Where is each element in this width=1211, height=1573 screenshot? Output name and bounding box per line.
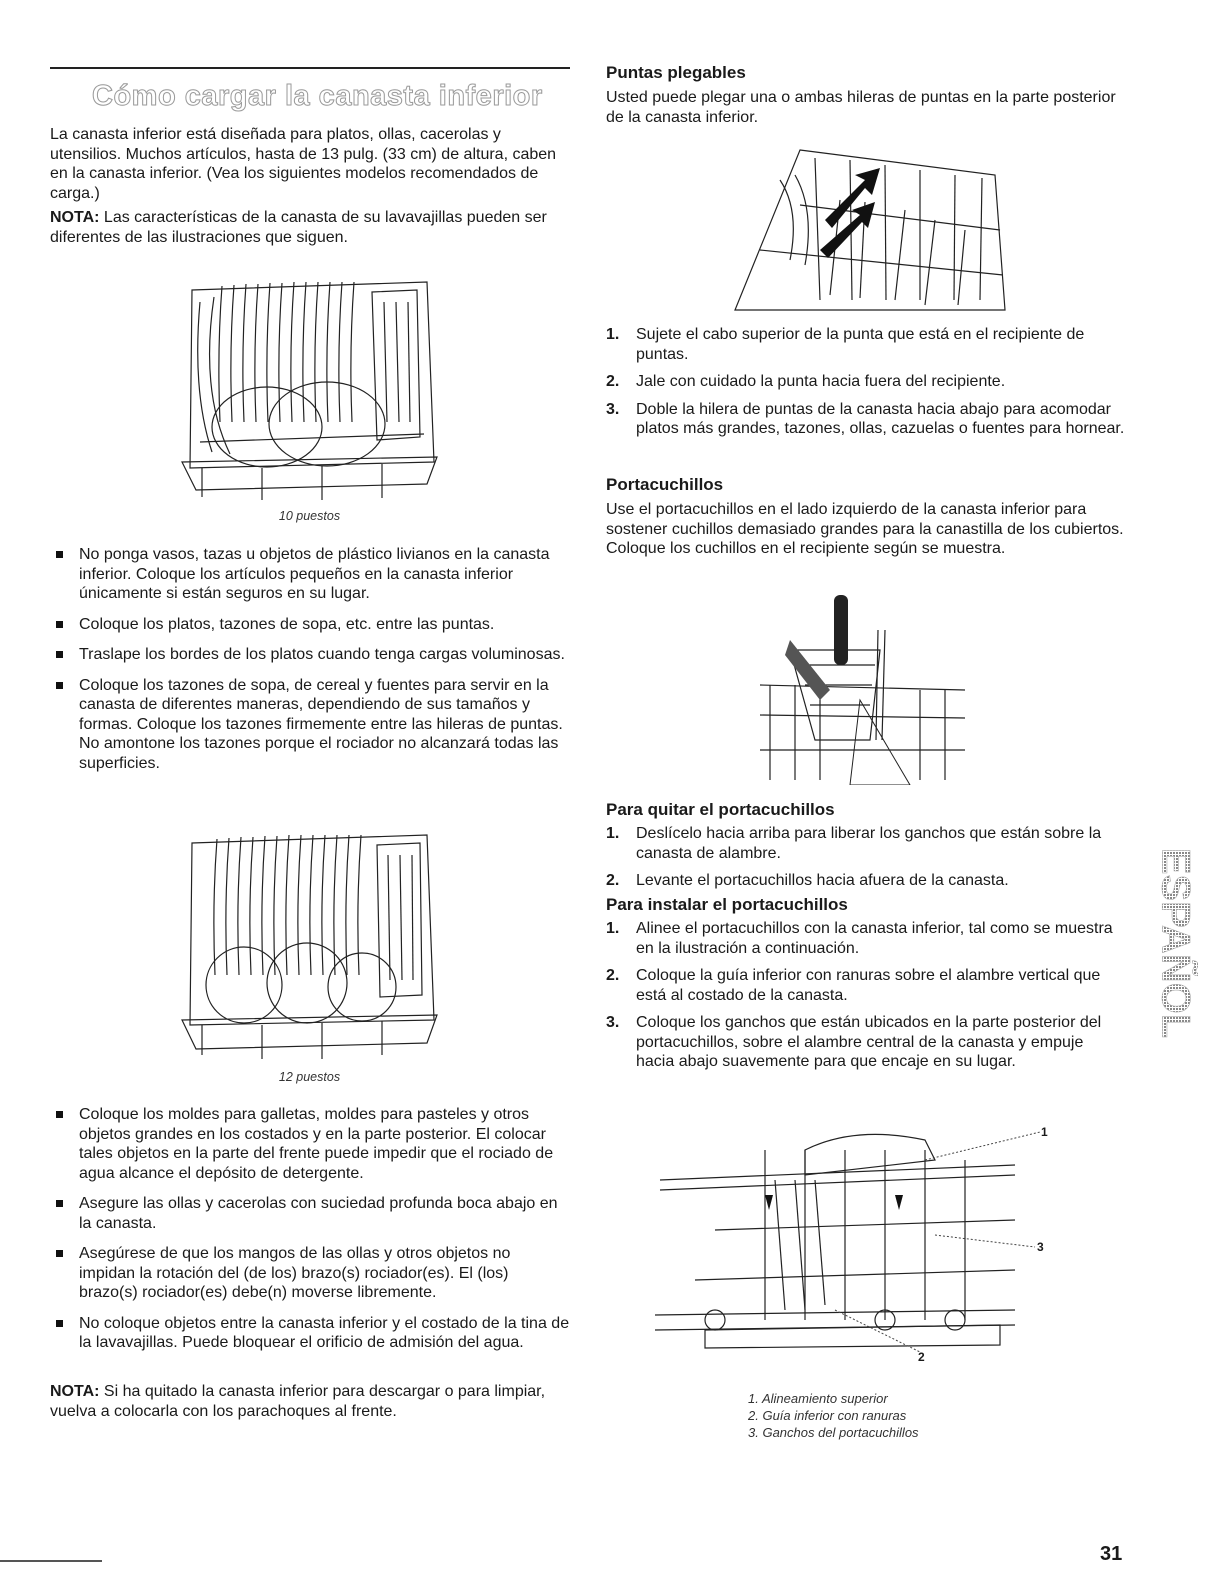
list-item — [606, 400, 1126, 439]
heading-rule — [50, 67, 570, 69]
list-item: Asegure las ollas y cacerolas con suciedad profunda boca abajo en la canasta. — [50, 1194, 570, 1233]
list-item: Asegúrese de que los mangos de las ollas y otros objetos no impidan la rotación del (de los) brazo(s) rociador(es). El (los) brazo(s) rociador(es) debe(n) moverse libremente. — [50, 1244, 570, 1303]
footer-rule — [0, 1560, 102, 1562]
intro-paragraph: La canasta inferior está diseñada para platos, ollas, cacerolas y utensilios. Muchos artículos, hasta de 13 pulg. (33 cm) de altura, caben en la canasta inferior. (Vea los siguientes modelos recomendados de carga.) — [50, 126, 557, 202]
list-item: Coloque los tazones de sopa, de cereal y fuentes para servir en la canasta de diferentes maneras, dependiendo de sus tamaños y formas. Coloque los tazones firmemente entre las hileras de puntas. No amontone los tazones porque el rociador no alcanzará todas las superficies. — [50, 676, 570, 774]
callout-3: 3 — [1037, 1240, 1044, 1254]
legend-item: 3. Ganchos del portacuchillos — [748, 1425, 919, 1440]
list-item — [606, 966, 1126, 1005]
step-number: 2. — [606, 373, 620, 390]
section-heading: Cómo cargar la canasta inferior — [92, 80, 543, 112]
quitar-steps — [606, 824, 1126, 891]
list-item — [606, 871, 1126, 891]
portacuchillos-intro: Use el portacuchillos en el lado izquierdo de la canasta inferior para sostener cuchillos demasiado grandes para la canastilla de los cubiertos. Coloque los cuchillos en el recipiente según se muestra. — [606, 501, 1124, 557]
list-item — [606, 372, 1126, 392]
step-number: 3. — [606, 400, 620, 418]
note-label: NOTA: — [50, 209, 100, 226]
heading-portacuchillos: Portacuchillos — [606, 475, 724, 494]
legend-item: 1. Alineamiento superior — [748, 1391, 888, 1406]
basket-illustration-12 — [172, 815, 447, 1065]
callout-1: 1 — [1041, 1125, 1048, 1139]
note-paragraph-2 — [50, 1382, 570, 1421]
callout-2: 2 — [918, 1350, 925, 1364]
list-item: No ponga vasos, tazas u objetos de plástico livianos en la canasta inferior. Coloque los artículos pequeños en la canasta inferior únicamente si están seguros en su lugar. — [50, 545, 570, 604]
heading-quitar: Para quitar el portacuchillos — [606, 800, 835, 819]
step-number: 1. — [606, 326, 620, 343]
step-text: Doble la hilera de puntas de la canasta hacia abajo para acomodar platos más grandes, tazones, ollas, cazuelas o fuentes para hornear. — [636, 400, 1125, 437]
side-tab — [1148, 818, 1198, 1068]
fold-tines-illustration — [720, 140, 1010, 315]
step-text: Coloque los ganchos que están ubicados en la parte posterior del portacuchillos, sobre el alambre central de la canasta y empuje hacia abajo suavemente para que encaje en su lugar. — [636, 1014, 1102, 1070]
note-text: Las características de la canasta de su lavavajillas pueden ser diferentes de las ilustraciones que siguen. — [50, 209, 547, 246]
list-item — [606, 1013, 1126, 1072]
caption-12-puestos: 12 puestos — [278, 1070, 341, 1084]
diagram-legend — [748, 1390, 919, 1441]
bullet-list-1 — [50, 545, 570, 773]
step-text: Deslícelo hacia arriba para liberar los ganchos que están sobre la canasta de alambre. — [636, 825, 1102, 862]
side-tab-label: ESPAÑOL — [1153, 847, 1198, 1039]
heading-puntas: Puntas plegables — [606, 63, 746, 82]
step-text: Levante el portacuchillos hacia afuera de la canasta. — [636, 872, 1009, 889]
step-text: Jale con cuidado la punta hacia fuera del recipiente. — [636, 373, 1006, 390]
legend-item: 2. Guía inferior con ranuras — [748, 1408, 907, 1423]
list-item: Traslape los bordes de los platos cuando tenga cargas voluminosas. — [50, 645, 570, 665]
knife-holder-illustration — [760, 590, 970, 785]
step-number: 2. — [606, 872, 620, 889]
list-item — [606, 824, 1126, 863]
step-number: 1. — [606, 825, 620, 842]
basket-illustration-10 — [172, 262, 447, 507]
caption-10-puestos: 10 puestos — [278, 509, 341, 523]
step-text: Sujete el cabo superior de la punta que está en el recipiente de puntas. — [636, 326, 1085, 363]
note-paragraph-1 — [50, 208, 570, 247]
list-item — [606, 919, 1126, 958]
step-number: 2. — [606, 967, 620, 984]
puntas-steps — [606, 325, 1126, 439]
step-text: Alinee el portacuchillos con la canasta inferior, tal como se muestra en la ilustración a continuación. — [636, 920, 1113, 957]
note-text: Si ha quitado la canasta inferior para descargar o para limpiar, vuelva a colocarla con los parachoques al frente. — [50, 1383, 546, 1420]
page-number: 31 — [1100, 1543, 1123, 1565]
list-item: No coloque objetos entre la canasta inferior y el costado de la tina de la lavavajillas. Puede bloquear el orificio de admisión del agua. — [50, 1314, 570, 1353]
step-number: 3. — [606, 1014, 620, 1031]
step-number: 1. — [606, 920, 620, 937]
instalar-steps — [606, 919, 1126, 1072]
note-label: NOTA: — [50, 1383, 100, 1400]
list-item — [606, 325, 1126, 364]
install-diagram — [655, 1120, 1065, 1370]
list-item: Coloque los platos, tazones de sopa, etc. entre las puntas. — [50, 615, 570, 635]
list-item: Coloque los moldes para galletas, moldes para pasteles y otros objetos grandes en los costados y en la parte posterior. El colocar tales objetos en la parte del frente puede impedir que el rociado de agua alcance el depósito de detergente. — [50, 1105, 570, 1183]
bullet-list-2 — [50, 1105, 570, 1353]
heading-instalar: Para instalar el portacuchillos — [606, 895, 848, 914]
step-text: Coloque la guía inferior con ranuras sobre el alambre vertical que está al costado de la canasta. — [636, 967, 1101, 1004]
puntas-intro: Usted puede plegar una o ambas hileras de puntas en la parte posterior de la canasta inferior. — [606, 89, 1116, 126]
